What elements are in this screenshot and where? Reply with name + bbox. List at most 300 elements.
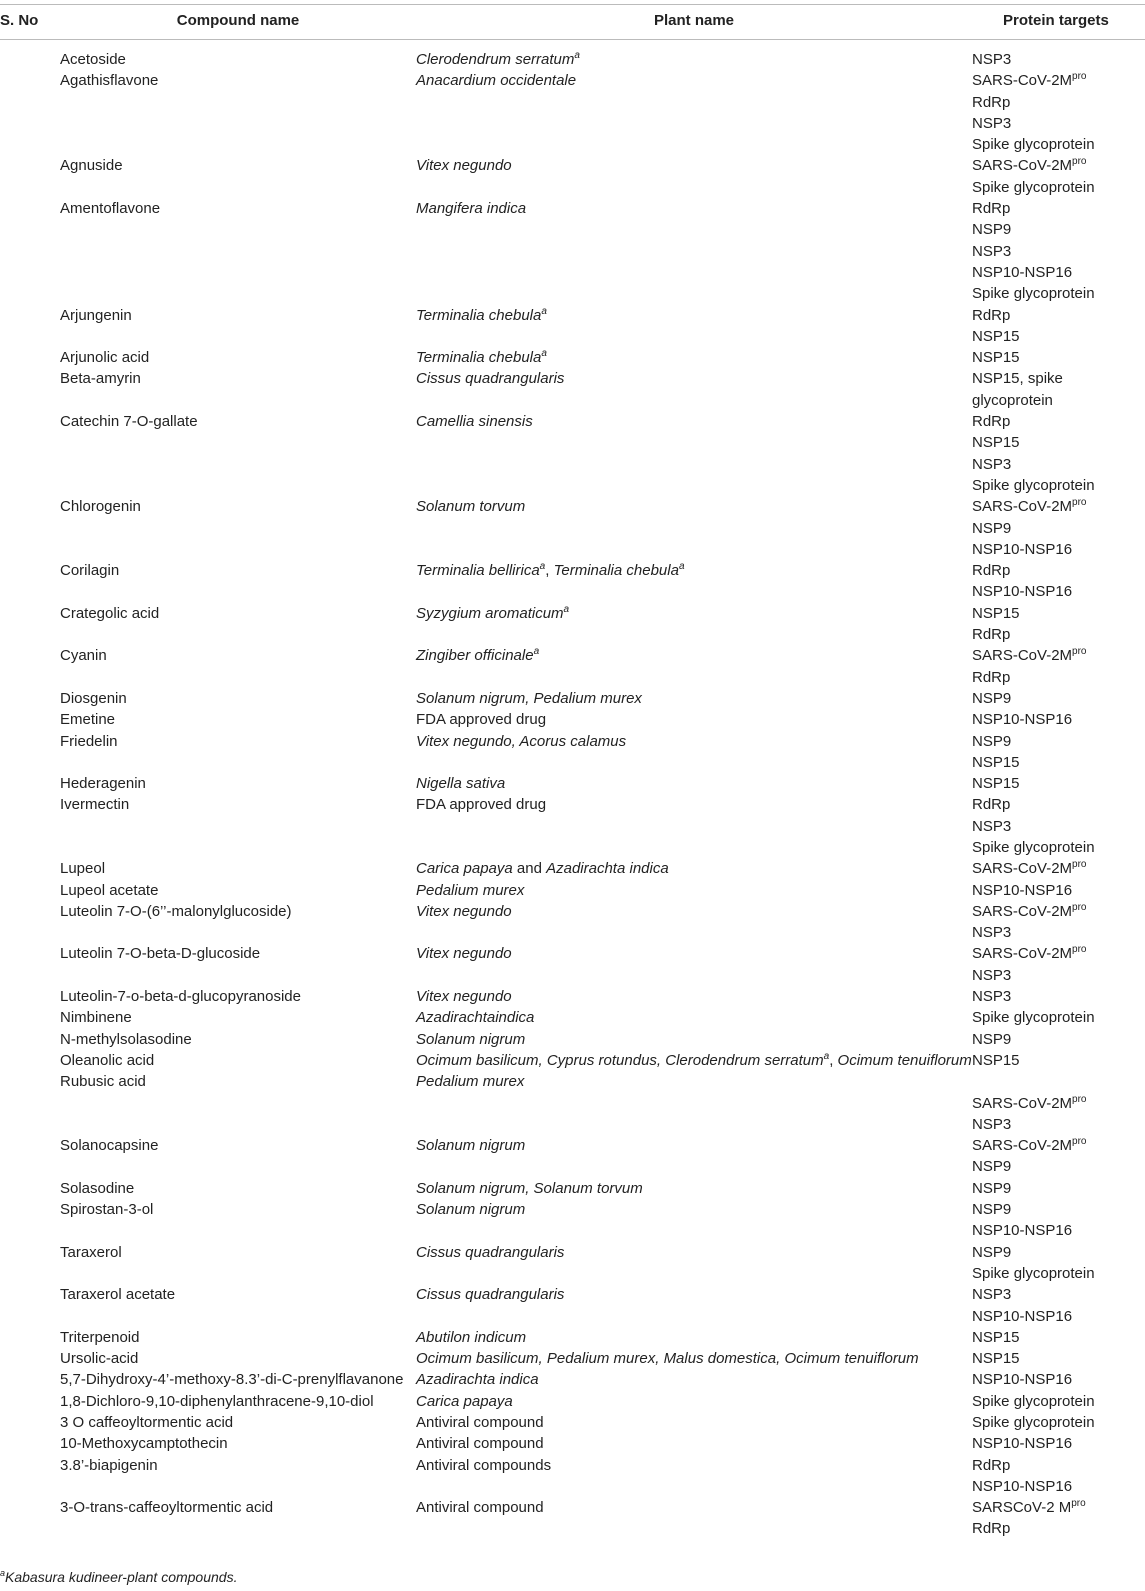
table-body bbox=[0, 40, 1145, 1540]
plant-name-cell bbox=[416, 1178, 972, 1199]
plant-name-cell bbox=[416, 70, 972, 155]
protein-targets-cell bbox=[972, 368, 1145, 411]
compound-name-cell: Ursolic-acid bbox=[60, 1350, 139, 1368]
protein-target-text: SARS-CoV-2M bbox=[972, 945, 1073, 963]
protein-target-text: Spike glycoprotein bbox=[972, 178, 1095, 196]
plant-name-cell bbox=[416, 40, 972, 71]
table-row bbox=[0, 496, 1145, 560]
plant-name-cell bbox=[416, 858, 972, 879]
sno-cell bbox=[0, 1135, 60, 1178]
protein-target bbox=[972, 688, 1145, 709]
sno-cell bbox=[0, 1071, 60, 1135]
protein-target-text: Spike glycoprotein bbox=[972, 1264, 1095, 1282]
sno-cell bbox=[0, 858, 60, 879]
protein-target bbox=[972, 581, 1145, 602]
protein-target bbox=[972, 496, 1145, 517]
protein-target-text: RdRp bbox=[972, 796, 1011, 814]
protein-target bbox=[972, 177, 1145, 198]
table-row bbox=[0, 1007, 1145, 1028]
protein-target-text: NSP3 bbox=[972, 924, 1012, 942]
table-row bbox=[0, 198, 1145, 304]
protein-target-text: NSP15 bbox=[972, 434, 1020, 452]
plant-name-cell bbox=[416, 773, 972, 794]
protein-target bbox=[972, 1369, 1145, 1390]
table-row bbox=[0, 1497, 1145, 1540]
compound-name-cell: Beta-amyrin bbox=[60, 370, 141, 388]
compound-name-cell: Taraxerol acetate bbox=[60, 1286, 176, 1304]
plant-name-cell bbox=[416, 198, 972, 304]
table-row bbox=[0, 1071, 1145, 1135]
protein-target bbox=[972, 283, 1145, 304]
plant-name-segment: Mangifera indica bbox=[416, 200, 527, 218]
table-row bbox=[0, 901, 1145, 944]
plant-name-segment: Solanum nigrum, Solanum torvum bbox=[416, 1179, 643, 1197]
protein-targets-cell bbox=[972, 411, 1145, 496]
sno-cell bbox=[0, 1433, 60, 1454]
table-row bbox=[0, 603, 1145, 646]
sno-cell bbox=[0, 560, 60, 603]
sno-cell bbox=[0, 1050, 60, 1071]
protein-target-text: SARS-CoV-2M bbox=[972, 1137, 1073, 1155]
plant-name-cell bbox=[416, 709, 972, 730]
table-row bbox=[0, 1199, 1145, 1242]
sno-cell bbox=[0, 943, 60, 986]
compound-name-cell: N-methylsolasodine bbox=[60, 1030, 192, 1048]
footnote bbox=[0, 1569, 237, 1585]
protein-target bbox=[972, 219, 1145, 240]
plant-name-segment: Cissus quadrangularis bbox=[416, 1286, 565, 1304]
table-row bbox=[0, 347, 1145, 368]
plant-name-segment: Vitex negundo bbox=[416, 945, 512, 963]
sno-cell bbox=[0, 1007, 60, 1028]
plant-name-cell bbox=[416, 1433, 972, 1454]
compound-name-cell: 5,7-Dihydroxy-4’-methoxy-8.3’-di-C-prenylflavanone bbox=[60, 1371, 404, 1389]
protein-target bbox=[972, 752, 1145, 773]
plant-name-segment: Solanum torvum bbox=[416, 498, 526, 516]
plant-name-cell bbox=[416, 155, 972, 198]
protein-target bbox=[972, 49, 1145, 70]
protein-target-text: NSP3 bbox=[972, 114, 1012, 132]
protein-target-text: NSP9 bbox=[972, 689, 1012, 707]
sno-cell bbox=[0, 70, 60, 155]
protein-target bbox=[972, 1518, 1145, 1539]
protein-target-text: NSP15 bbox=[972, 604, 1020, 622]
protein-target-text: glycoprotein bbox=[972, 391, 1053, 409]
table-row bbox=[0, 880, 1145, 901]
protein-target-text: NSP9 bbox=[972, 732, 1012, 750]
protein-target-text: NSP15 bbox=[972, 327, 1020, 345]
protein-target bbox=[972, 475, 1145, 496]
table-row bbox=[0, 411, 1145, 496]
table-row bbox=[0, 1327, 1145, 1348]
sno-cell bbox=[0, 198, 60, 304]
protein-target-text: RdRp bbox=[972, 200, 1011, 218]
protein-targets-cell bbox=[972, 880, 1145, 901]
compound-name-cell: Solasodine bbox=[60, 1179, 135, 1197]
protein-target bbox=[972, 1029, 1145, 1050]
plant-name-segment: Abutilon indicum bbox=[416, 1328, 527, 1346]
protein-targets-cell bbox=[972, 943, 1145, 986]
sno-cell bbox=[0, 880, 60, 901]
plant-name-cell bbox=[416, 1412, 972, 1433]
table-row bbox=[0, 773, 1145, 794]
sno-cell bbox=[0, 1348, 60, 1369]
footnote-marker: a bbox=[678, 561, 685, 573]
protein-target-text: NSP9 bbox=[972, 1243, 1012, 1261]
protein-targets-cell bbox=[972, 1412, 1145, 1433]
plant-name-segment: Nigella sativa bbox=[416, 775, 506, 793]
plant-name-cell bbox=[416, 688, 972, 709]
sno-cell bbox=[0, 368, 60, 411]
plant-name-cell bbox=[416, 731, 972, 774]
plant-name-cell bbox=[416, 901, 972, 944]
plant-name-segment: Azadirachta indica bbox=[546, 860, 669, 878]
protein-target bbox=[972, 943, 1145, 964]
protein-targets-cell bbox=[972, 1050, 1145, 1071]
protein-target-text: NSP15 bbox=[972, 753, 1020, 771]
protein-target-text: RdRp bbox=[972, 562, 1011, 580]
protein-targets-cell bbox=[972, 155, 1145, 198]
protein-target bbox=[972, 326, 1145, 347]
header-targets: Protein targets bbox=[972, 5, 1145, 40]
plant-name-cell bbox=[416, 1369, 972, 1390]
protein-target bbox=[972, 1327, 1145, 1348]
compound-table bbox=[0, 4, 1145, 1540]
compound-name-cell: Diosgenin bbox=[60, 689, 127, 707]
plant-name-cell bbox=[416, 794, 972, 858]
plant-name-segment: Ocimum basilicum, Cyprus rotundus, Clerodendrum serratum bbox=[416, 1051, 824, 1069]
table-row bbox=[0, 368, 1145, 411]
sno-cell bbox=[0, 1369, 60, 1390]
footnote-marker: a bbox=[539, 561, 546, 573]
protein-target bbox=[972, 368, 1145, 389]
compound-name-cell: 1,8-Dichloro-9,10-diphenylanthracene-9,10-diol bbox=[60, 1392, 374, 1410]
protein-targets-cell bbox=[972, 901, 1145, 944]
header-plant: Plant name bbox=[416, 5, 972, 40]
protein-targets-cell bbox=[972, 1242, 1145, 1285]
compound-name-cell: Crategolic acid bbox=[60, 604, 160, 622]
protein-target-text: NSP3 bbox=[972, 51, 1012, 68]
plant-name-cell bbox=[416, 645, 972, 688]
plant-name-segment: Ocimum tenuiflorum bbox=[837, 1051, 972, 1069]
compound-name-cell: 3-O-trans-caffeoyltormentic acid bbox=[60, 1499, 274, 1517]
compound-name-cell: 3 O caffeoyltormentic acid bbox=[60, 1414, 234, 1431]
plant-name-segment: Antiviral compound bbox=[416, 1414, 544, 1431]
protein-target-text: NSP3 bbox=[972, 817, 1012, 835]
target-superscript: pro bbox=[1071, 1498, 1086, 1510]
protein-target-text: NSP9 bbox=[972, 1179, 1012, 1197]
compound-name-cell: 3.8’-biapigenin bbox=[60, 1456, 158, 1474]
plant-name-cell bbox=[416, 1199, 972, 1242]
target-superscript: pro bbox=[1072, 497, 1087, 509]
protein-target-text: Spike glycoprotein bbox=[972, 1414, 1095, 1431]
protein-target bbox=[972, 986, 1145, 1007]
protein-target-text: RdRp bbox=[972, 93, 1011, 111]
sno-cell bbox=[0, 40, 60, 71]
protein-target-text: NSP10-NSP16 bbox=[972, 711, 1073, 729]
protein-target bbox=[972, 773, 1145, 794]
protein-target bbox=[972, 1093, 1145, 1114]
plant-name-cell bbox=[416, 368, 972, 411]
protein-target bbox=[972, 1242, 1145, 1263]
protein-target-text: RdRp bbox=[972, 1520, 1011, 1538]
protein-target bbox=[972, 432, 1145, 453]
compound-name-cell: Nimbinene bbox=[60, 1009, 132, 1027]
compound-name-cell: Corilagin bbox=[60, 562, 120, 580]
plant-name-segment: Cissus quadrangularis bbox=[416, 370, 565, 388]
protein-targets-cell bbox=[972, 1433, 1145, 1454]
plant-name-cell bbox=[416, 1135, 972, 1178]
protein-targets-cell bbox=[972, 1178, 1145, 1199]
compound-name-cell: Taraxerol bbox=[60, 1243, 122, 1261]
compound-name-cell: Agnuside bbox=[60, 157, 123, 175]
protein-target-text: NSP9 bbox=[972, 1030, 1012, 1048]
target-superscript: pro bbox=[1072, 1136, 1087, 1148]
target-superscript: pro bbox=[1072, 859, 1087, 871]
compound-name-cell: Cyanin bbox=[60, 647, 107, 665]
compound-name-cell: Luteolin 7-O-beta-D-glucoside bbox=[60, 945, 261, 963]
sno-cell bbox=[0, 1412, 60, 1433]
plant-name-segment: Terminalia bellirica bbox=[416, 562, 540, 580]
plant-name-segment: FDA approved drug bbox=[416, 796, 547, 814]
footnote-marker: a bbox=[823, 1050, 830, 1062]
protein-target-text: SARS-CoV-2M bbox=[972, 72, 1073, 90]
protein-target bbox=[972, 667, 1145, 688]
target-superscript: pro bbox=[1072, 646, 1087, 658]
protein-targets-cell bbox=[972, 709, 1145, 730]
compound-name-cell: Amentoflavone bbox=[60, 200, 161, 218]
plant-name-cell bbox=[416, 1007, 972, 1028]
table-row bbox=[0, 731, 1145, 774]
sno-cell bbox=[0, 155, 60, 198]
protein-target-text: NSP15 bbox=[972, 1350, 1020, 1368]
target-superscript: pro bbox=[1072, 901, 1087, 913]
sno-cell bbox=[0, 1327, 60, 1348]
sno-cell bbox=[0, 603, 60, 646]
table-row bbox=[0, 1369, 1145, 1390]
footnote-marker: a bbox=[563, 603, 570, 615]
compound-name-cell: Solanocapsine bbox=[60, 1137, 159, 1155]
protein-target-text: NSP15, spike bbox=[972, 370, 1063, 388]
protein-target bbox=[972, 134, 1145, 155]
protein-target-text: NSP9 bbox=[972, 1158, 1012, 1176]
sno-cell bbox=[0, 986, 60, 1007]
compound-name-cell: Hederagenin bbox=[60, 775, 146, 793]
protein-target-text: NSP9 bbox=[972, 221, 1012, 239]
sno-cell bbox=[0, 305, 60, 348]
protein-targets-cell bbox=[972, 1007, 1145, 1028]
protein-target-text: NSP3 bbox=[972, 242, 1012, 260]
protein-targets-cell bbox=[972, 794, 1145, 858]
footnote-mark: a bbox=[0, 1568, 6, 1578]
protein-target-text: NSP15 bbox=[972, 1328, 1020, 1346]
compound-name-cell: Triterpenoid bbox=[60, 1328, 140, 1346]
protein-target-text: NSP10-NSP16 bbox=[972, 1371, 1073, 1389]
header-compound: Compound name bbox=[60, 5, 416, 40]
sno-cell bbox=[0, 773, 60, 794]
protein-target bbox=[972, 1263, 1145, 1284]
protein-target-text: NSP15 bbox=[972, 775, 1020, 793]
protein-target-text: SARS-CoV-2M bbox=[972, 1094, 1073, 1112]
table-row bbox=[0, 1135, 1145, 1178]
table-row bbox=[0, 645, 1145, 688]
protein-target bbox=[972, 645, 1145, 666]
plant-name-cell bbox=[416, 1327, 972, 1348]
plant-name-cell bbox=[416, 880, 972, 901]
table-row bbox=[0, 794, 1145, 858]
plant-name-cell bbox=[416, 411, 972, 496]
plant-name-segment: Antiviral compounds bbox=[416, 1456, 552, 1474]
protein-targets-cell bbox=[972, 1284, 1145, 1327]
compound-name-cell: Acetoside bbox=[60, 51, 126, 68]
protein-target-text: Spike glycoprotein bbox=[972, 476, 1095, 494]
protein-target bbox=[972, 731, 1145, 752]
plant-name-cell bbox=[416, 1242, 972, 1285]
protein-target-text: Spike glycoprotein bbox=[972, 285, 1095, 303]
protein-targets-cell bbox=[972, 1497, 1145, 1540]
plant-name-segment: Clerodendrum serratum bbox=[416, 51, 575, 68]
plant-name-cell bbox=[416, 1284, 972, 1327]
protein-targets-cell bbox=[972, 1455, 1145, 1498]
protein-target bbox=[972, 305, 1145, 326]
protein-target bbox=[972, 1199, 1145, 1220]
protein-target bbox=[972, 709, 1145, 730]
plant-name-segment: Zingiber officinale bbox=[416, 647, 534, 665]
table-row bbox=[0, 70, 1145, 155]
protein-target-text: RdRp bbox=[972, 668, 1011, 686]
protein-target-text: SARSCoV-2 M bbox=[972, 1499, 1072, 1517]
sno-cell bbox=[0, 794, 60, 858]
protein-target bbox=[972, 1007, 1145, 1028]
protein-target-text: NSP15 bbox=[972, 1051, 1020, 1069]
plant-name-segment: Vitex negundo bbox=[416, 988, 512, 1006]
compound-name-cell: Chlorogenin bbox=[60, 498, 141, 516]
table-row bbox=[0, 1029, 1145, 1050]
plant-name-segment: Terminalia chebula bbox=[553, 562, 679, 580]
plant-name-segment: Cissus quadrangularis bbox=[416, 1243, 565, 1261]
protein-target-text: NSP10-NSP16 bbox=[972, 881, 1073, 899]
protein-target bbox=[972, 411, 1145, 432]
table-row bbox=[0, 560, 1145, 603]
protein-targets-cell bbox=[972, 496, 1145, 560]
compound-name-cell: Agathisflavone bbox=[60, 72, 159, 90]
sno-cell bbox=[0, 901, 60, 944]
compound-name-cell: Ivermectin bbox=[60, 796, 130, 814]
plant-name-segment: Ocimum basilicum, Pedalium murex, Malus domestica, Ocimum tenuiflorum bbox=[416, 1350, 919, 1368]
sno-cell bbox=[0, 731, 60, 774]
protein-target bbox=[972, 113, 1145, 134]
table-row bbox=[0, 858, 1145, 879]
plant-name-segment: FDA approved drug bbox=[416, 711, 547, 729]
protein-target bbox=[972, 603, 1145, 624]
footnote-marker: a bbox=[541, 348, 547, 360]
compound-name-cell: Rubusic acid bbox=[60, 1073, 146, 1091]
plant-name-segment: , bbox=[829, 1051, 838, 1069]
protein-target bbox=[972, 1433, 1145, 1454]
protein-targets-cell bbox=[972, 1071, 1145, 1135]
plant-name-segment: Solanum nigrum bbox=[416, 1201, 526, 1219]
plant-name-segment: Syzygium aromaticum bbox=[416, 604, 564, 622]
plant-name-segment: Antiviral compound bbox=[416, 1499, 544, 1517]
protein-target bbox=[972, 922, 1145, 943]
table-row bbox=[0, 155, 1145, 198]
plant-name-segment: Vitex negundo bbox=[416, 902, 512, 920]
protein-target bbox=[972, 1156, 1145, 1177]
protein-targets-cell bbox=[972, 70, 1145, 155]
protein-targets-cell bbox=[972, 305, 1145, 348]
protein-target-text: Spike glycoprotein bbox=[972, 136, 1095, 154]
sno-cell bbox=[0, 688, 60, 709]
protein-targets-cell bbox=[972, 731, 1145, 774]
plant-name-segment: Azadirachtaindica bbox=[416, 1009, 535, 1027]
protein-target bbox=[972, 241, 1145, 262]
compound-name-cell: Emetine bbox=[60, 711, 116, 729]
protein-target-text: RdRp bbox=[972, 1456, 1011, 1474]
protein-targets-cell bbox=[972, 1391, 1145, 1412]
plant-name-segment: Anacardium occidentale bbox=[416, 72, 577, 90]
footnote-marker: a bbox=[533, 646, 540, 658]
plant-name-cell bbox=[416, 603, 972, 646]
protein-target-text: SARS-CoV-2M bbox=[972, 157, 1073, 175]
plant-name-segment: Carica papaya bbox=[416, 1392, 513, 1410]
plant-name-segment: Solanum nigrum, Pedalium murex bbox=[416, 689, 642, 707]
plant-name-segment: and bbox=[512, 860, 547, 878]
target-superscript: pro bbox=[1072, 1093, 1087, 1105]
protein-target bbox=[972, 70, 1145, 91]
protein-target-text: NSP3 bbox=[972, 1286, 1012, 1304]
protein-target bbox=[972, 390, 1145, 411]
protein-target bbox=[972, 1348, 1145, 1369]
protein-target bbox=[972, 624, 1145, 645]
table-row bbox=[0, 1284, 1145, 1327]
plant-name-segment: Terminalia chebula bbox=[416, 306, 542, 324]
protein-targets-cell bbox=[972, 1327, 1145, 1348]
plant-name-cell bbox=[416, 1455, 972, 1498]
compound-name-cell: Spirostan-3-ol bbox=[60, 1201, 154, 1219]
compound-name-cell: Luteolin 7-O-(6’’-malonylglucoside) bbox=[60, 902, 292, 920]
table-header bbox=[0, 5, 1145, 40]
protein-target-text: SARS-CoV-2M bbox=[972, 498, 1073, 516]
protein-target bbox=[972, 794, 1145, 815]
protein-target-text: NSP3 bbox=[972, 1115, 1012, 1133]
protein-target bbox=[972, 1114, 1145, 1135]
protein-target bbox=[972, 1391, 1145, 1412]
protein-target-text: NSP10-NSP16 bbox=[972, 1435, 1073, 1453]
protein-targets-cell bbox=[972, 1369, 1145, 1390]
compound-name-cell: Friedelin bbox=[60, 732, 118, 750]
protein-targets-cell bbox=[972, 603, 1145, 646]
sno-cell bbox=[0, 347, 60, 368]
protein-target bbox=[972, 198, 1145, 219]
header-sno: S. No bbox=[0, 5, 60, 40]
protein-target bbox=[972, 837, 1145, 858]
plant-name-segment: Camellia sinensis bbox=[416, 413, 533, 431]
protein-target-text: NSP10-NSP16 bbox=[972, 1307, 1073, 1325]
table-row bbox=[0, 1412, 1145, 1433]
compound-name-cell: Oleanolic acid bbox=[60, 1051, 155, 1069]
protein-target-text: Spike glycoprotein bbox=[972, 1392, 1095, 1410]
protein-target bbox=[972, 1220, 1145, 1241]
sno-cell bbox=[0, 1455, 60, 1498]
protein-target-text: NSP10-NSP16 bbox=[972, 583, 1073, 601]
protein-targets-cell bbox=[972, 40, 1145, 71]
plant-name-segment: Pedalium murex bbox=[416, 1073, 525, 1091]
protein-target bbox=[972, 560, 1145, 581]
compound-name-cell: Arjunolic acid bbox=[60, 349, 150, 367]
sno-cell bbox=[0, 1284, 60, 1327]
sno-cell bbox=[0, 645, 60, 688]
footnote-marker: a bbox=[541, 305, 547, 317]
